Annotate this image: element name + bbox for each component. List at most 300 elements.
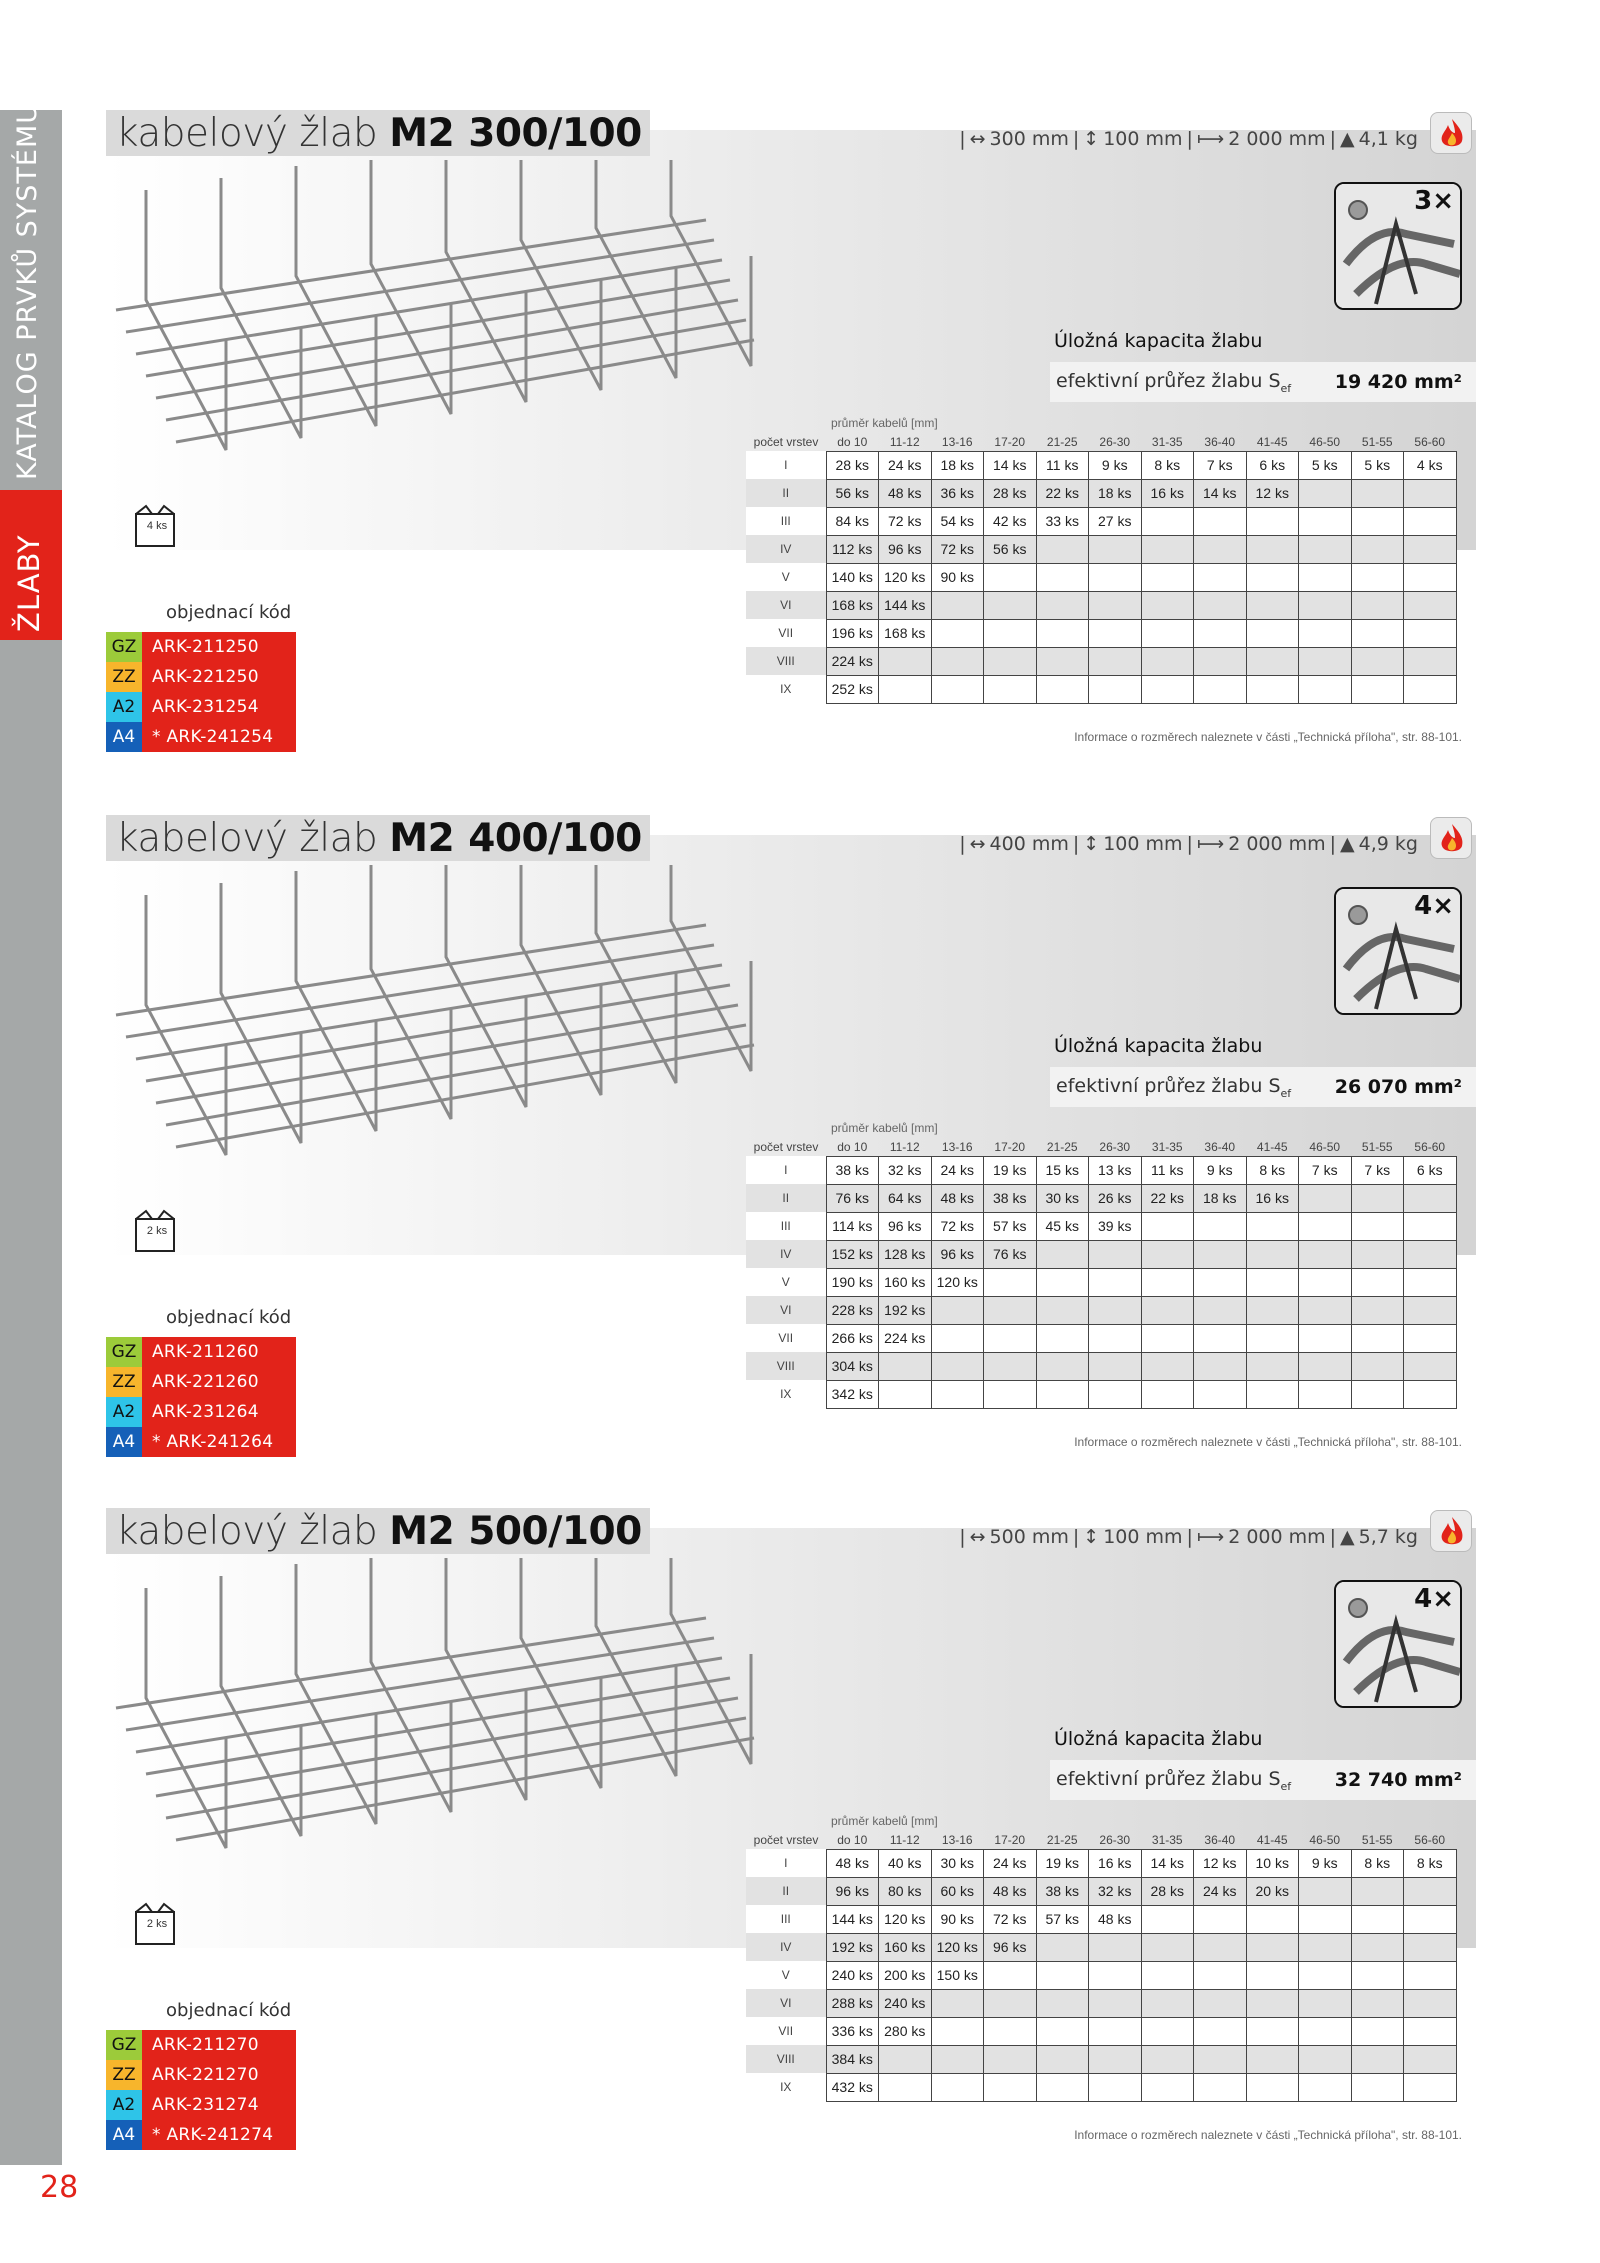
sidebar-section-label: ŽLABY	[12, 534, 46, 632]
capacity-label-sub: ef	[1280, 381, 1292, 395]
table-cell: 19 ks	[1036, 1849, 1089, 1877]
table-cell	[1404, 1212, 1457, 1240]
table-cell	[1141, 1296, 1194, 1324]
table-cell	[1404, 1905, 1457, 1933]
table-cell	[1351, 1905, 1404, 1933]
table-row	[746, 1961, 1456, 1989]
table-cell: 19 ks	[984, 1156, 1037, 1184]
height-icon: ↕	[1083, 128, 1100, 150]
table-cell: 224 ks	[879, 1324, 932, 1352]
table-cell	[1246, 1380, 1299, 1408]
column-header: do 10	[837, 1832, 868, 1847]
table-cell	[1089, 1268, 1142, 1296]
layer-label: III	[746, 1212, 826, 1240]
column-header: 41-45	[1256, 1139, 1288, 1154]
table-cell	[1194, 619, 1247, 647]
table-cell	[1089, 647, 1142, 675]
table-cell: 40 ks	[879, 1849, 932, 1877]
table-cell: 57 ks	[984, 1212, 1037, 1240]
table-cell	[984, 1380, 1037, 1408]
table-cell	[1089, 1296, 1142, 1324]
product-title	[106, 815, 650, 861]
order-finish-code: GZ	[106, 1337, 142, 1367]
fire-icon	[1430, 112, 1472, 154]
table-cell	[1351, 479, 1404, 507]
table-row	[746, 1296, 1456, 1324]
table-cell	[1351, 1268, 1404, 1296]
table-cell: 280 ks	[879, 2017, 932, 2045]
table-cell: 24 ks	[931, 1156, 984, 1184]
table-cell	[1404, 2073, 1457, 2101]
table-cell	[1351, 1212, 1404, 1240]
order-finish-code: GZ	[106, 632, 142, 662]
product-section	[106, 110, 1476, 750]
table-cell	[1404, 1324, 1457, 1352]
length-icon: ⟼	[1196, 833, 1225, 855]
divider: |	[1329, 128, 1337, 150]
table-cell	[984, 675, 1037, 703]
table-cell	[1089, 1989, 1142, 2017]
table-cell: 190 ks	[826, 1268, 879, 1296]
table-cell: 32 ks	[1089, 1877, 1142, 1905]
table-cell: 112 ks	[826, 535, 879, 563]
table-cell	[984, 619, 1037, 647]
table-row	[746, 1212, 1456, 1240]
table-cell: 144 ks	[826, 1905, 879, 1933]
title-model: M2	[389, 110, 455, 156]
column-header: 21-25	[1046, 434, 1078, 449]
column-header: 36-40	[1204, 434, 1236, 449]
table-cell: 14 ks	[1194, 479, 1247, 507]
connector-icon	[1334, 182, 1462, 310]
table-cell	[984, 1352, 1037, 1380]
height-icon: ↕	[1083, 833, 1100, 855]
table-cell	[1246, 507, 1299, 535]
table-row	[746, 1352, 1456, 1380]
order-row	[106, 722, 296, 752]
table-cell	[1089, 1324, 1142, 1352]
table-cell	[931, 2045, 984, 2073]
table-cell	[1404, 535, 1457, 563]
table-cell: 240 ks	[879, 1989, 932, 2017]
layer-label: IX	[746, 675, 826, 703]
table-cell	[1194, 535, 1247, 563]
table-cell: 120 ks	[931, 1933, 984, 1961]
table-cell	[1194, 2017, 1247, 2045]
table-cell: 120 ks	[931, 1268, 984, 1296]
table-cell: 288 ks	[826, 1989, 879, 2017]
table-cell: 140 ks	[826, 563, 879, 591]
capacity-value: 26 070 mm²	[1334, 1076, 1462, 1098]
table-cell	[931, 1324, 984, 1352]
table-cell: 16 ks	[1089, 1849, 1142, 1877]
table-cell	[1299, 1324, 1352, 1352]
table-header-row	[746, 433, 1456, 451]
table-cell: 5 ks	[1299, 451, 1352, 479]
table-cell: 56 ks	[826, 479, 879, 507]
table-cell: 96 ks	[984, 1933, 1037, 1961]
table-cell	[1036, 1240, 1089, 1268]
table-row	[746, 647, 1456, 675]
table-cell	[931, 1352, 984, 1380]
layer-label: VI	[746, 1296, 826, 1324]
table-cell	[1351, 1877, 1404, 1905]
table-cell: 152 ks	[826, 1240, 879, 1268]
table-cell	[1141, 1933, 1194, 1961]
table-cell: 45 ks	[1036, 1212, 1089, 1240]
column-header: 31-35	[1151, 1832, 1183, 1847]
table-cell	[1299, 2045, 1352, 2073]
table-cell	[1036, 563, 1089, 591]
order-title: objednací kód	[166, 1307, 292, 1328]
table-cell: 304 ks	[826, 1352, 879, 1380]
order-row	[106, 2060, 296, 2090]
column-header: 21-25	[1046, 1139, 1078, 1154]
divider: |	[959, 833, 966, 855]
dim-height: 100 mm	[1103, 1526, 1183, 1548]
table-cell	[1089, 2017, 1142, 2045]
order-row	[106, 1337, 296, 1367]
table-cell	[1194, 1324, 1247, 1352]
diameter-header: průměr kabelů [mm]	[831, 1814, 938, 1828]
table-cell: 76 ks	[826, 1184, 879, 1212]
table-cell	[1194, 1296, 1247, 1324]
order-number: * ARK-241254	[142, 722, 296, 752]
table-cell: 160 ks	[879, 1933, 932, 1961]
package-icon	[132, 1209, 178, 1255]
table-cell: 96 ks	[826, 1877, 879, 1905]
capacity-label-text: efektivní průřez žlabu S	[1056, 1074, 1281, 1097]
table-cell	[1351, 1296, 1404, 1324]
table-cell: 7 ks	[1194, 451, 1247, 479]
table-cell: 6 ks	[1404, 1156, 1457, 1184]
table-cell: 28 ks	[984, 479, 1037, 507]
table-cell	[1089, 2073, 1142, 2101]
table-cell	[984, 1324, 1037, 1352]
table-cell	[1351, 591, 1404, 619]
table-cell: 64 ks	[879, 1184, 932, 1212]
table-cell	[1141, 647, 1194, 675]
layer-label: I	[746, 1849, 826, 1877]
connector-icon	[1334, 1580, 1462, 1708]
column-header: 56-60	[1414, 434, 1446, 449]
divider: |	[1072, 128, 1080, 150]
table-cell	[931, 675, 984, 703]
table-cell	[1404, 1296, 1457, 1324]
table-cell: 336 ks	[826, 2017, 879, 2045]
product-section	[106, 1508, 1476, 2148]
table-cell: 48 ks	[826, 1849, 879, 1877]
table-cell	[1194, 1933, 1247, 1961]
layer-label: VII	[746, 2017, 826, 2045]
order-number: ARK-231264	[142, 1397, 296, 1427]
product-title	[106, 110, 650, 156]
table-cell	[931, 591, 984, 619]
title-model: M2	[389, 815, 455, 861]
table-cell: 24 ks	[1194, 1877, 1247, 1905]
table-cell: 16 ks	[1141, 479, 1194, 507]
dim-width: 300 mm	[989, 128, 1069, 150]
dim-height: 100 mm	[1103, 833, 1183, 855]
table-cell: 22 ks	[1036, 479, 1089, 507]
title-size: 400/100	[468, 815, 642, 861]
column-header: 36-40	[1204, 1139, 1236, 1154]
title-model: M2	[389, 1508, 455, 1554]
table-cell: 10 ks	[1246, 1849, 1299, 1877]
table-cell	[1246, 675, 1299, 703]
table-cell	[879, 2045, 932, 2073]
capacity-table	[746, 1831, 1457, 2102]
table-row	[746, 619, 1456, 647]
table-cell: 14 ks	[984, 451, 1037, 479]
column-header: do 10	[837, 1139, 868, 1154]
package-label: 2 ks	[146, 1225, 168, 1237]
package-icon	[132, 504, 178, 550]
order-row	[106, 662, 296, 692]
table-cell	[1299, 1933, 1352, 1961]
table-cell	[931, 619, 984, 647]
table-cell	[1246, 619, 1299, 647]
cable-tray-image	[106, 1558, 826, 1858]
order-finish-code: ZZ	[106, 2060, 142, 2090]
table-cell	[1351, 675, 1404, 703]
table-row	[746, 675, 1456, 703]
table-cell	[984, 2045, 1037, 2073]
title-text: kabelový žlab	[116, 1508, 378, 1554]
title-size: 300/100	[468, 110, 642, 156]
table-cell	[984, 2073, 1037, 2101]
table-cell	[1246, 1933, 1299, 1961]
divider: |	[1072, 1526, 1080, 1548]
table-cell	[1351, 1380, 1404, 1408]
capacity-label-sub: ef	[1280, 1779, 1292, 1793]
order-row	[106, 2090, 296, 2120]
table-cell: 12 ks	[1246, 479, 1299, 507]
length-icon: ⟼	[1196, 1526, 1225, 1548]
table-cell	[1299, 1212, 1352, 1240]
table-cell: 20 ks	[1246, 1877, 1299, 1905]
cable-tray-image	[106, 160, 826, 460]
table-cell: 56 ks	[984, 535, 1037, 563]
dim-height: 100 mm	[1103, 128, 1183, 150]
table-cell: 28 ks	[826, 451, 879, 479]
length-icon: ⟼	[1196, 128, 1225, 150]
column-header: 13-16	[941, 1832, 973, 1847]
connector-count: 3×	[1414, 186, 1454, 216]
table-cell	[1404, 1352, 1457, 1380]
table-cell: 120 ks	[879, 563, 932, 591]
info-note: Informace o rozměrech naleznete v části „Technická příloha", str. 88-101.	[1074, 730, 1462, 744]
product-section	[106, 815, 1476, 1455]
package-label: 2 ks	[146, 1918, 168, 1930]
table-cell	[1089, 535, 1142, 563]
table-cell	[1194, 2073, 1247, 2101]
column-header: 26-30	[1099, 1139, 1131, 1154]
divider: |	[1186, 128, 1193, 150]
column-header: 11-12	[889, 1832, 920, 1847]
table-cell	[984, 2017, 1037, 2045]
table-row	[746, 1268, 1456, 1296]
layer-label: VIII	[746, 2045, 826, 2073]
layer-label: II	[746, 1877, 826, 1905]
order-number: * ARK-241264	[142, 1427, 296, 1457]
order-row	[106, 1367, 296, 1397]
table-cell: 384 ks	[826, 2045, 879, 2073]
column-header: 41-45	[1256, 434, 1288, 449]
table-cell: 76 ks	[984, 1240, 1037, 1268]
table-cell	[1141, 1240, 1194, 1268]
table-cell	[1036, 1380, 1089, 1408]
table-cell: 36 ks	[931, 479, 984, 507]
table-cell	[1404, 507, 1457, 535]
table-row	[746, 451, 1456, 479]
table-row	[746, 507, 1456, 535]
table-cell	[1246, 2073, 1299, 2101]
capacity-label-text: efektivní průřez žlabu S	[1056, 369, 1281, 392]
table-cell	[1351, 2073, 1404, 2101]
table-cell	[1299, 1352, 1352, 1380]
table-cell	[1299, 1905, 1352, 1933]
column-header: 26-30	[1099, 1832, 1131, 1847]
table-cell	[1194, 1268, 1247, 1296]
table-cell	[1351, 1933, 1404, 1961]
order-number: ARK-211260	[142, 1337, 296, 1367]
table-cell: 15 ks	[1036, 1156, 1089, 1184]
table-cell	[1299, 1380, 1352, 1408]
table-cell: 38 ks	[984, 1184, 1037, 1212]
table-cell: 39 ks	[1089, 1212, 1142, 1240]
table-cell: 72 ks	[931, 1212, 984, 1240]
order-number: ARK-221260	[142, 1367, 296, 1397]
divider: |	[959, 128, 966, 150]
table-cell	[1141, 2017, 1194, 2045]
dimensions	[959, 833, 1418, 855]
package-icon	[132, 1902, 178, 1948]
table-cell	[1089, 1352, 1142, 1380]
column-header: 26-30	[1099, 434, 1131, 449]
table-cell	[1089, 675, 1142, 703]
table-cell	[1351, 1240, 1404, 1268]
column-header: 31-35	[1151, 434, 1183, 449]
table-cell	[1089, 591, 1142, 619]
table-cell	[984, 1989, 1037, 2017]
table-cell	[1404, 1933, 1457, 1961]
dim-weight: 4,9 kg	[1358, 833, 1418, 855]
table-cell	[879, 647, 932, 675]
table-cell: 18 ks	[1194, 1184, 1247, 1212]
table-row	[746, 1933, 1456, 1961]
table-cell	[1141, 591, 1194, 619]
table-cell	[1404, 591, 1457, 619]
capacity-label	[1050, 370, 1291, 395]
table-cell	[1246, 591, 1299, 619]
table-cell	[1141, 1380, 1194, 1408]
table-cell: 24 ks	[984, 1849, 1037, 1877]
table-cell: 80 ks	[879, 1877, 932, 1905]
table-cell	[1404, 479, 1457, 507]
table-row	[746, 563, 1456, 591]
table-cell	[1036, 2073, 1089, 2101]
table-cell	[1141, 1989, 1194, 2017]
table-cell: 33 ks	[1036, 507, 1089, 535]
table-cell: 9 ks	[1194, 1156, 1247, 1184]
column-header: 56-60	[1414, 1139, 1446, 1154]
table-cell	[984, 591, 1037, 619]
order-number: * ARK-241274	[142, 2120, 296, 2150]
table-cell: 72 ks	[931, 535, 984, 563]
table-cell	[879, 1352, 932, 1380]
table-cell	[1036, 2045, 1089, 2073]
order-finish-code: ZZ	[106, 1367, 142, 1397]
table-cell	[1351, 1324, 1404, 1352]
connector-count: 4×	[1414, 1584, 1454, 1614]
layers-header: počet vrstev	[753, 1833, 819, 1847]
table-cell	[1351, 507, 1404, 535]
layer-label: I	[746, 1156, 826, 1184]
table-row	[746, 2073, 1456, 2101]
table-cell	[931, 2017, 984, 2045]
table-row	[746, 1905, 1456, 1933]
weight-icon: ▲	[1340, 1526, 1355, 1548]
table-cell	[1089, 2045, 1142, 2073]
table-cell: 16 ks	[1246, 1184, 1299, 1212]
table-header-row	[746, 1138, 1456, 1156]
table-cell	[1351, 2045, 1404, 2073]
table-cell	[1351, 535, 1404, 563]
table-cell	[1194, 1989, 1247, 2017]
table-cell	[1246, 1352, 1299, 1380]
order-finish-code: A4	[106, 1427, 142, 1457]
column-header: 11-12	[889, 434, 920, 449]
table-cell	[931, 1380, 984, 1408]
layer-label: IV	[746, 1933, 826, 1961]
table-row	[746, 1989, 1456, 2017]
capacity-title: Úložná kapacita žlabu	[1054, 1728, 1263, 1750]
info-note: Informace o rozměrech naleznete v části „Technická příloha", str. 88-101.	[1074, 2128, 1462, 2142]
table-cell: 192 ks	[879, 1296, 932, 1324]
table-cell	[1246, 2045, 1299, 2073]
column-header: 31-35	[1151, 1139, 1183, 1154]
table-cell: 12 ks	[1194, 1849, 1247, 1877]
table-row	[746, 2017, 1456, 2045]
title-size: 500/100	[468, 1508, 642, 1554]
weight-icon: ▲	[1340, 833, 1355, 855]
table-cell: 38 ks	[1036, 1877, 1089, 1905]
table-row	[746, 1849, 1456, 1877]
table-cell	[1089, 563, 1142, 591]
table-cell	[931, 2073, 984, 2101]
table-cell	[1299, 479, 1352, 507]
table-cell: 8 ks	[1141, 451, 1194, 479]
capacity-title: Úložná kapacita žlabu	[1054, 330, 1263, 352]
table-cell	[1141, 1268, 1194, 1296]
table-cell	[1036, 675, 1089, 703]
table-cell	[1404, 1877, 1457, 1905]
table-row	[746, 1380, 1456, 1408]
table-cell	[984, 563, 1037, 591]
connector-icon	[1334, 887, 1462, 1015]
table-cell: 196 ks	[826, 619, 879, 647]
order-number: ARK-221270	[142, 2060, 296, 2090]
table-cell	[1246, 1961, 1299, 1989]
table-cell: 252 ks	[826, 675, 879, 703]
column-header: 11-12	[889, 1139, 920, 1154]
table-cell: 96 ks	[879, 1212, 932, 1240]
table-cell	[1351, 563, 1404, 591]
table-cell	[1089, 619, 1142, 647]
table-cell	[1141, 619, 1194, 647]
table-cell: 128 ks	[879, 1240, 932, 1268]
